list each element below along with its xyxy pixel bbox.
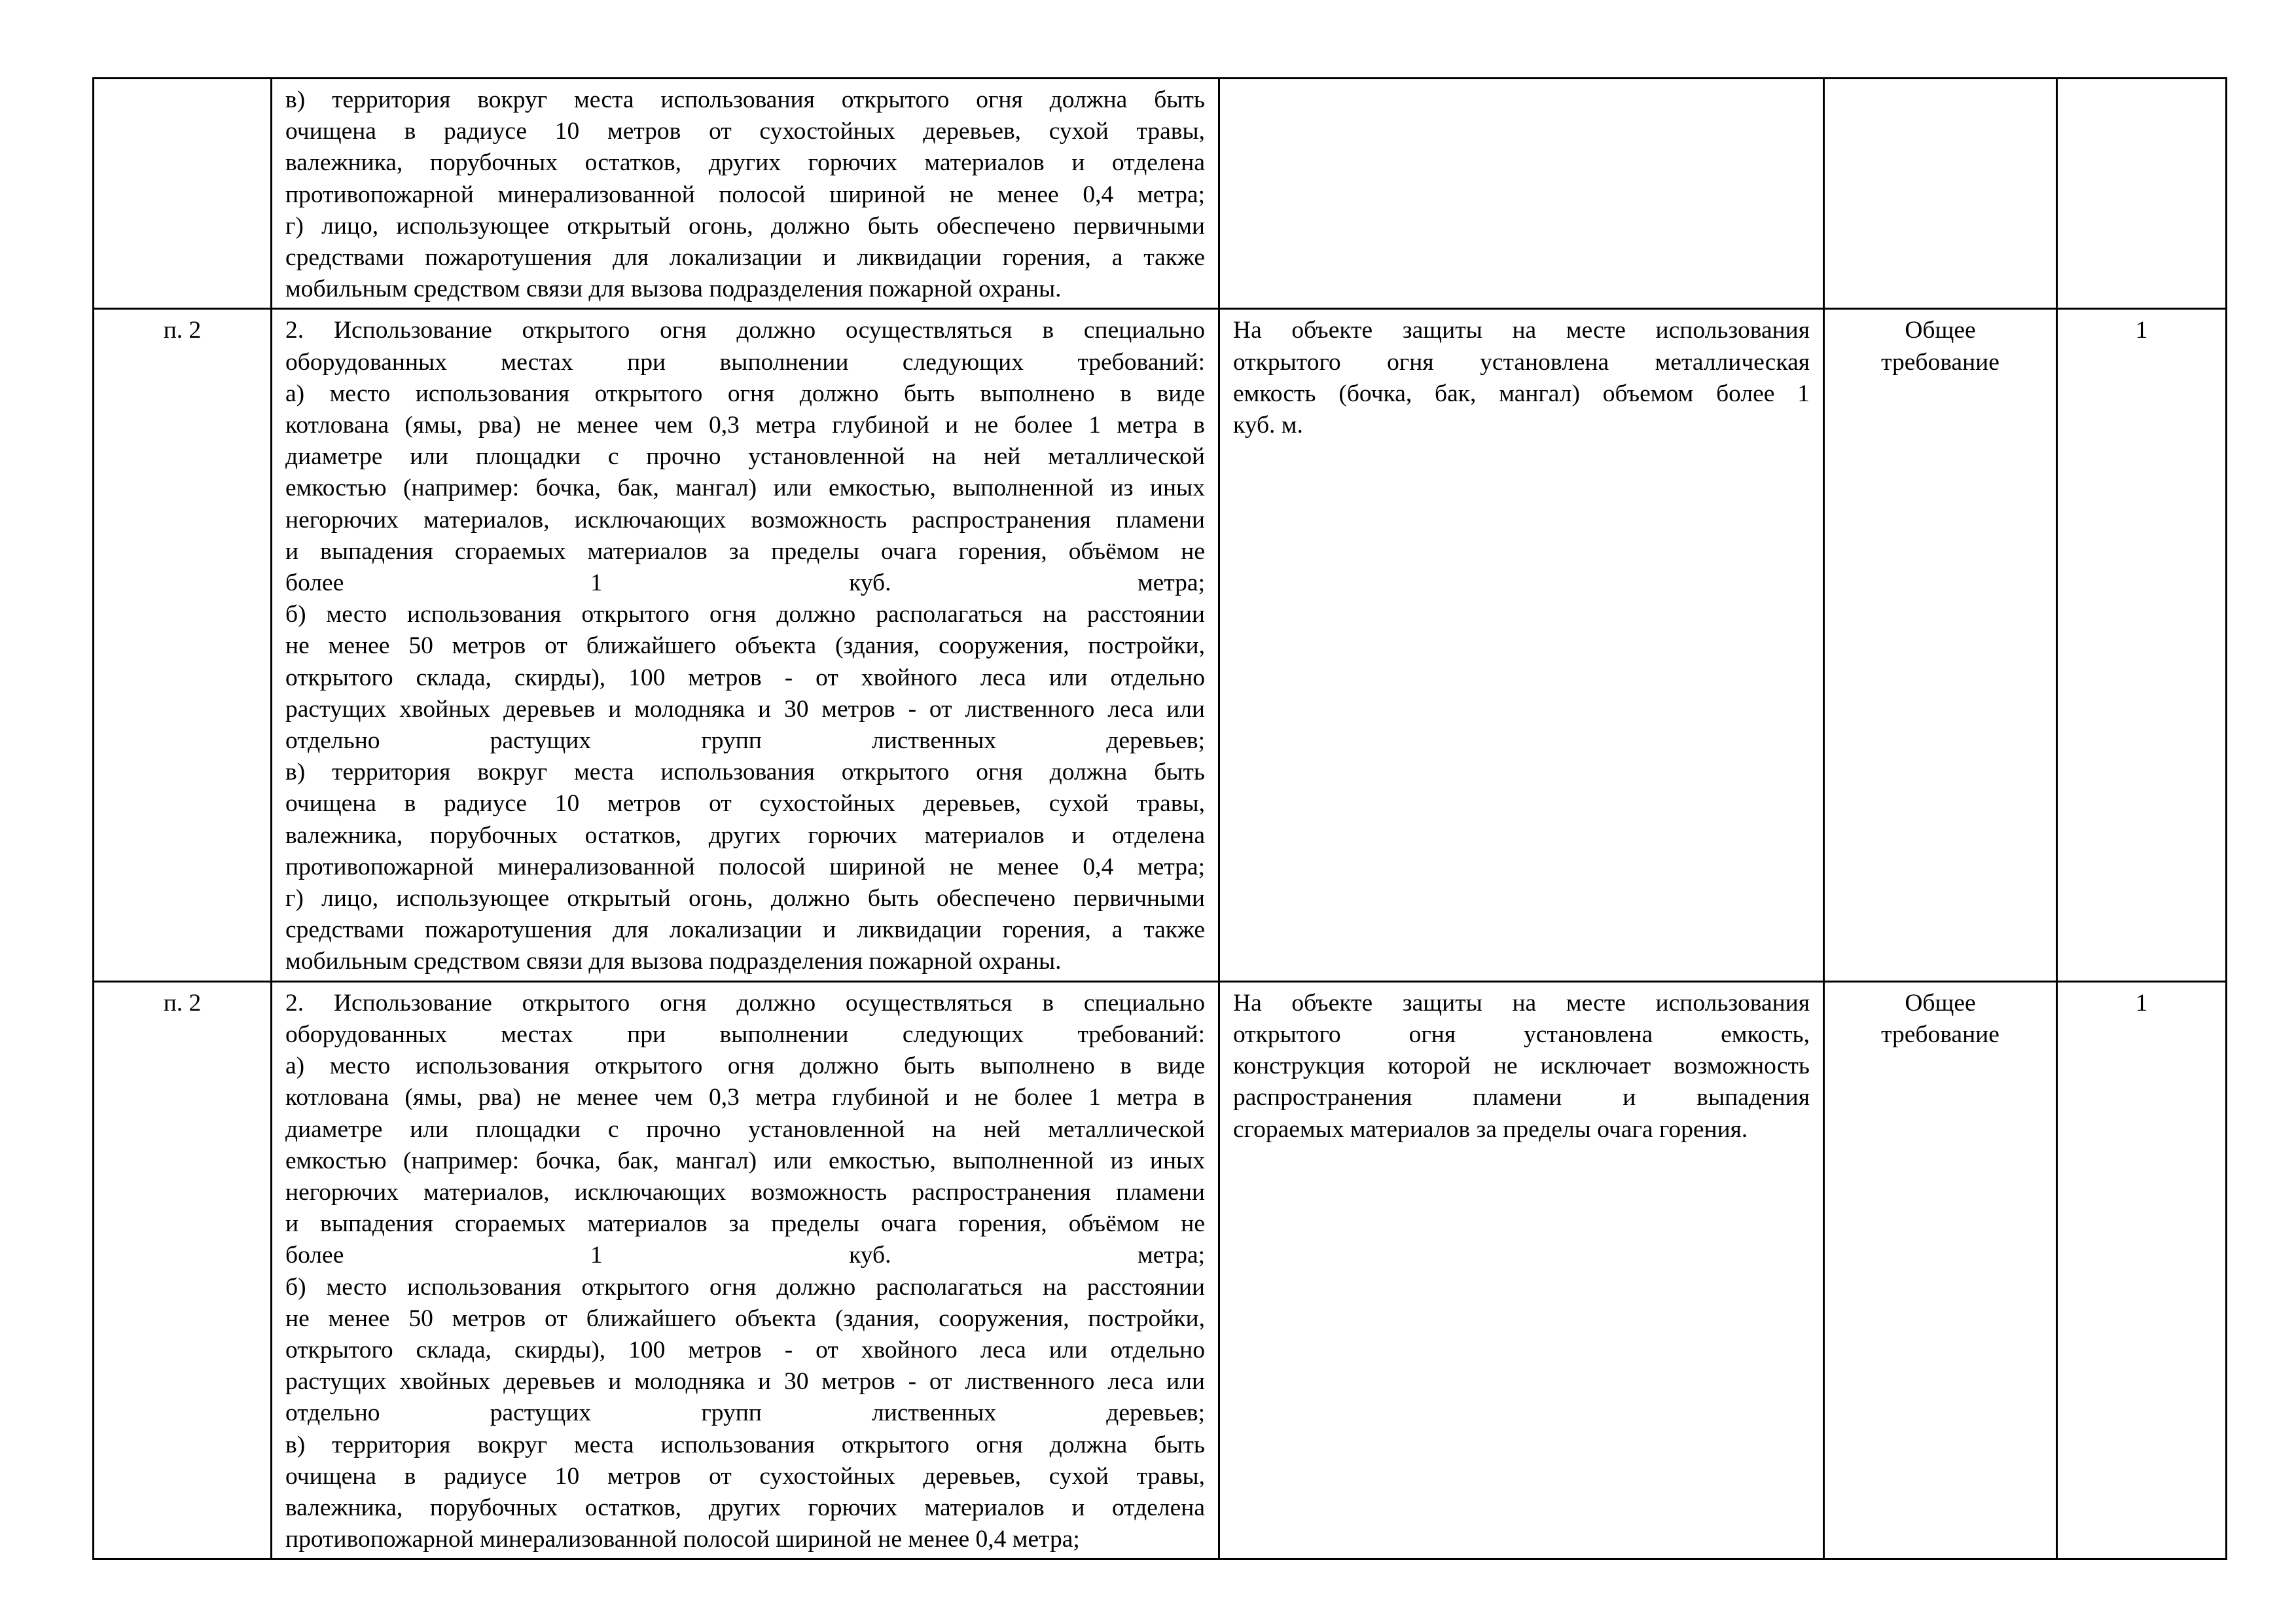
text-line: более 1 куб. метра; bbox=[285, 1242, 1205, 1269]
text-line: отдельно растущих групп лиственных деревьев; bbox=[285, 727, 1205, 755]
violation-text bbox=[1233, 988, 1810, 1146]
text-line: требование bbox=[1881, 1020, 2000, 1048]
text-line: диаметре или площадки с прочно установленной на ней металлической bbox=[285, 1115, 1205, 1143]
text-line: валежника, порубочных остатков, других горючих материалов и отделена bbox=[285, 821, 1205, 849]
text-line: растущих хвойных деревьев и молодняка и 30 метров - от лиственного леса или bbox=[285, 695, 1205, 723]
text-line: открытого склада, скирды), 100 метров - от хвойного леса или отдельно bbox=[285, 1336, 1205, 1363]
table-row bbox=[94, 79, 2227, 309]
text-line: котлована (ямы, рва) не менее чем 0,3 метра глубиной и не более 1 метра в bbox=[285, 412, 1205, 439]
violation-text-cell bbox=[1219, 981, 1824, 1559]
text-line: средствами пожаротушения для локализации и ликвидации горения, а также bbox=[285, 244, 1205, 272]
requirements-table bbox=[92, 77, 2227, 1560]
text-line: открытого огня установлена металлическая bbox=[1233, 348, 1810, 376]
text-line: не менее 50 метров от ближайшего объекта (здания, сооружения, постройки, bbox=[285, 1305, 1205, 1332]
text-line: растущих хвойных деревьев и молодняка и 30 метров - от лиственного леса или bbox=[285, 1368, 1205, 1396]
text-line: средствами пожаротушения для локализации и ликвидации горения, а также bbox=[285, 916, 1205, 944]
text-line: противопожарной минерализованной полосой шириной не менее 0,4 метра; bbox=[285, 853, 1205, 880]
table-body bbox=[94, 79, 2227, 1559]
text-line: очищена в радиусе 10 метров от сухостойных деревьев, сухой травы, bbox=[285, 118, 1205, 145]
requirement-type-cell bbox=[1824, 981, 2057, 1559]
requirement-text-cell bbox=[272, 309, 1219, 981]
text-line: г) лицо, использующее открытый огонь, должно быть обеспечено первичными bbox=[285, 212, 1205, 240]
text-line: Общее bbox=[1905, 989, 1976, 1017]
text-line: На объекте защиты на месте использования bbox=[1233, 317, 1810, 344]
requirement-type bbox=[1838, 988, 2043, 1051]
text-line: в) территория вокруг места использования открытого огня должна быть bbox=[285, 1431, 1205, 1458]
requirement-type-cell bbox=[1824, 309, 2057, 981]
text-line: 2. Использование открытого огня должно осуществляться в специально bbox=[285, 989, 1205, 1017]
violation-text-cell bbox=[1219, 79, 1824, 309]
text-line: емкостью (например: бочка, бак, мангал) или емкостью, выполненной из иных bbox=[285, 475, 1205, 502]
clause-number-cell bbox=[94, 309, 272, 981]
table-row bbox=[94, 981, 2227, 1559]
score-cell bbox=[2057, 79, 2227, 309]
text-line: противопожарной минерализованной полосой шириной не менее 0,4 метра; bbox=[285, 1526, 1080, 1553]
text-line: распространения пламени и выпадения bbox=[1233, 1084, 1810, 1111]
text-line: очищена в радиусе 10 метров от сухостойных деревьев, сухой травы, bbox=[285, 790, 1205, 818]
text-line: не менее 50 метров от ближайшего объекта (здания, сооружения, постройки, bbox=[285, 632, 1205, 660]
requirement-type bbox=[1838, 315, 2043, 378]
text-line: диаметре или площадки с прочно установленной на ней металлической bbox=[285, 443, 1205, 471]
text-line: оборудованных местах при выполнении следующих требований: bbox=[285, 348, 1205, 376]
text-line: в) территория вокруг места использования открытого огня должна быть bbox=[285, 759, 1205, 786]
text-line: конструкция которой не исключает возможность bbox=[1233, 1053, 1810, 1080]
text-line: емкостью (например: бочка, бак, мангал) или емкостью, выполненной из иных bbox=[285, 1147, 1205, 1174]
text-line: На объекте защиты на месте использования bbox=[1233, 989, 1810, 1017]
text-line: оборудованных местах при выполнении следующих требований: bbox=[285, 1020, 1205, 1048]
text-line: очищена в радиусе 10 метров от сухостойных деревьев, сухой травы, bbox=[285, 1462, 1205, 1490]
requirement-text-cell bbox=[272, 79, 1219, 309]
text-line: куб. м. bbox=[1233, 412, 1303, 439]
text-line: негорючих материалов, исключающих возможность распространения пламени bbox=[285, 1178, 1205, 1206]
text-line: отдельно растущих групп лиственных деревьев; bbox=[285, 1399, 1205, 1427]
text-line: 2. Использование открытого огня должно осуществляться в специально bbox=[285, 317, 1205, 344]
text-line: б) место использования открытого огня должно располагаться на расстоянии bbox=[285, 1273, 1205, 1301]
text-line: открытого склада, скирды), 100 метров - от хвойного леса или отдельно bbox=[285, 664, 1205, 691]
text-line: мобильным средством связи для вызова подразделения пожарной охраны. bbox=[285, 276, 1062, 303]
text-line: мобильным средством связи для вызова подразделения пожарной охраны. bbox=[285, 948, 1062, 975]
text-line: а) место использования открытого огня должно быть выполнено в виде bbox=[285, 1053, 1205, 1080]
text-line: требование bbox=[1881, 348, 2000, 376]
clause-number: п. 2 bbox=[163, 989, 202, 1017]
table-row bbox=[94, 309, 2227, 981]
requirement-text bbox=[285, 84, 1205, 305]
requirement-type-cell bbox=[1824, 79, 2057, 309]
violation-text bbox=[1233, 315, 1810, 441]
clause-number: п. 2 bbox=[163, 317, 202, 344]
clause-number-cell bbox=[94, 79, 272, 309]
text-line: емкость (бочка, бак, мангал) объемом более 1 bbox=[1233, 380, 1810, 407]
text-line: открытого огня установлена емкость, bbox=[1233, 1020, 1810, 1048]
text-line: г) лицо, использующее открытый огонь, должно быть обеспечено первичными bbox=[285, 885, 1205, 912]
clause-number-cell bbox=[94, 981, 272, 1559]
score-value: 1 bbox=[2135, 989, 2148, 1017]
text-line: негорючих материалов, исключающих возможность распространения пламени bbox=[285, 506, 1205, 533]
text-line: и выпадения сгораемых материалов за пределы очага горения, объёмом не bbox=[285, 537, 1205, 565]
score-cell bbox=[2057, 309, 2227, 981]
text-line: котлована (ямы, рва) не менее чем 0,3 метра глубиной и не более 1 метра в bbox=[285, 1084, 1205, 1111]
text-line: сгораемых материалов за пределы очага горения. bbox=[1233, 1115, 1748, 1143]
score-cell bbox=[2057, 981, 2227, 1559]
text-line: а) место использования открытого огня должно быть выполнено в виде bbox=[285, 380, 1205, 407]
text-line: б) место использования открытого огня должно располагаться на расстоянии bbox=[285, 601, 1205, 628]
text-line: валежника, порубочных остатков, других горючих материалов и отделена bbox=[285, 1494, 1205, 1521]
requirement-text-cell bbox=[272, 981, 1219, 1559]
score-value: 1 bbox=[2135, 317, 2148, 344]
requirement-text bbox=[285, 988, 1205, 1556]
requirement-text bbox=[285, 315, 1205, 977]
text-line: и выпадения сгораемых материалов за пределы очага горения, объёмом не bbox=[285, 1210, 1205, 1238]
text-line: в) территория вокруг места использования открытого огня должна быть bbox=[285, 86, 1205, 113]
text-line: противопожарной минерализованной полосой шириной не менее 0,4 метра; bbox=[285, 181, 1205, 208]
text-line: Общее bbox=[1905, 317, 1976, 344]
text-line: более 1 куб. метра; bbox=[285, 569, 1205, 597]
violation-text-cell bbox=[1219, 309, 1824, 981]
text-line: валежника, порубочных остатков, других горючих материалов и отделена bbox=[285, 149, 1205, 177]
